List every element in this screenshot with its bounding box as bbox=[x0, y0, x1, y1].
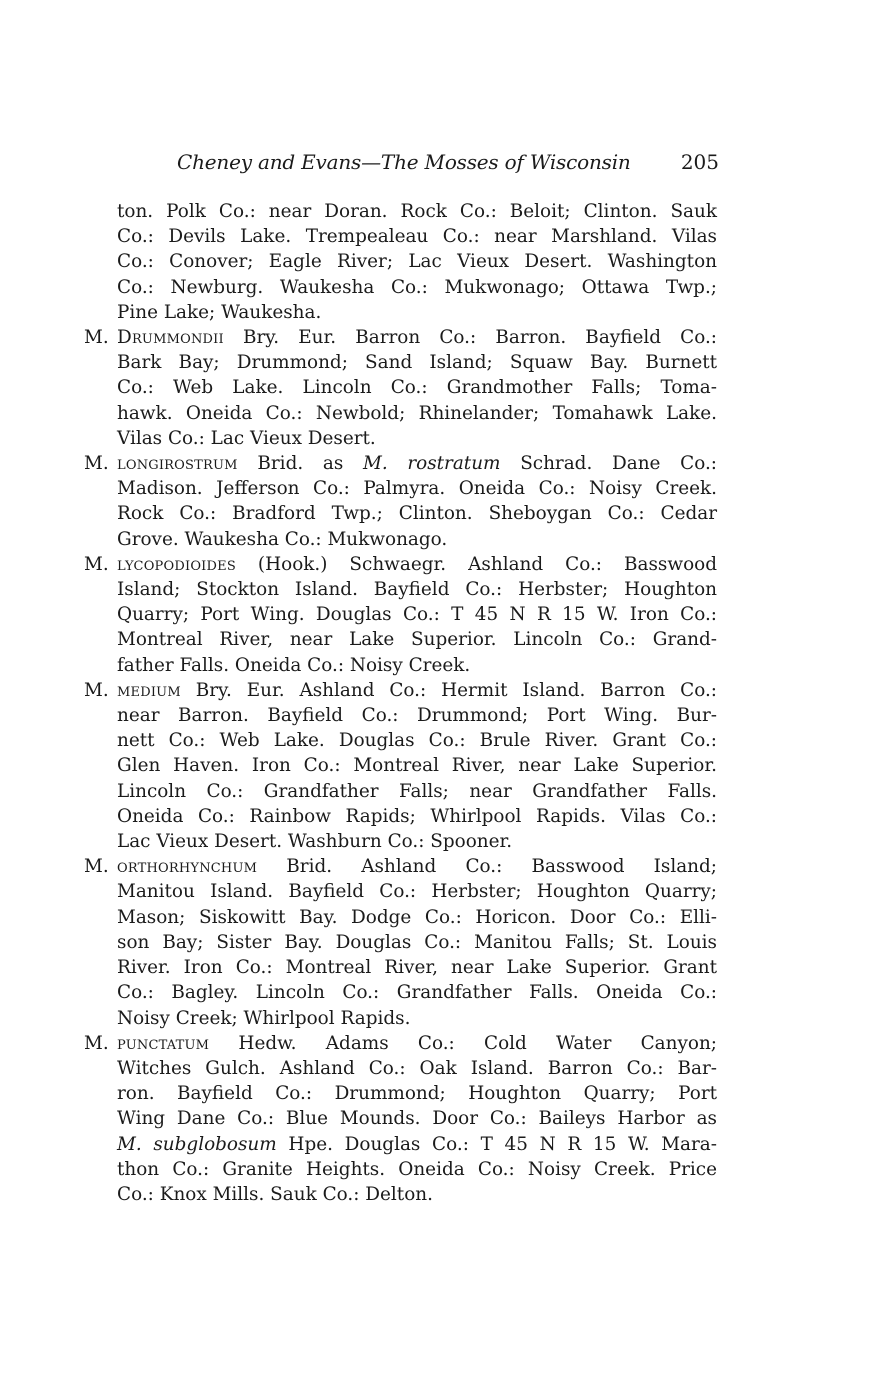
text-line: ron. Bayfield Co.: Drummond; Houghton Quarry; Port bbox=[117, 1083, 717, 1105]
text-line: orthorhynchum Brid. Ashland Co.: Basswood Island; bbox=[117, 856, 717, 878]
genus-abbrev: M. bbox=[84, 453, 109, 475]
species-entry bbox=[84, 552, 717, 678]
species-list bbox=[84, 199, 717, 1207]
species-entry bbox=[84, 451, 717, 552]
text-line: nett Co.: Web Lake. Douglas Co.: Brule River. Grant Co.: bbox=[117, 730, 717, 752]
species-entry bbox=[84, 325, 717, 451]
text-line: Glen Haven. Iron Co.: Montreal River, near Lake Superior. bbox=[117, 755, 717, 777]
text-line: Grove. Waukesha Co.: Mukwonago. bbox=[117, 528, 448, 550]
text-line: near Barron. Bayfield Co.: Drummond; Port Wing. Bur- bbox=[117, 705, 717, 727]
text-line: punctatum Hedw. Adams Co.: Cold Water Canyon; bbox=[117, 1032, 717, 1054]
page-number: 205 bbox=[680, 150, 719, 174]
text-line: River. Iron Co.: Montreal River, near Lake Superior. Grant bbox=[117, 957, 717, 979]
text-line: Manitou Island. Bayfield Co.: Herbster; Houghton Quarry; bbox=[117, 881, 717, 903]
running-header bbox=[177, 147, 719, 177]
text-line: Co.: Conover; Eagle River; Lac Vieux Desert. Washington bbox=[117, 251, 717, 273]
text-line: Island; Stockton Island. Bayfield Co.: Herbster; Houghton bbox=[117, 579, 717, 601]
species-name: Drummondii bbox=[117, 327, 224, 349]
text-line: Rock Co.: Bradford Twp.; Clinton. Sheboygan Co.: Cedar bbox=[117, 503, 717, 525]
species-name: orthorhynchum bbox=[117, 856, 258, 878]
text-line: Noisy Creek; Whirlpool Rapids. bbox=[117, 1007, 411, 1029]
text-line: Bark Bay; Drummond; Sand Island; Squaw Bay. Burnett bbox=[117, 352, 717, 374]
text-line: thon Co.: Granite Heights. Oneida Co.: Noisy Creek. Price bbox=[117, 1158, 717, 1180]
text-line: Madison. Jefferson Co.: Palmyra. Oneida Co.: Noisy Creek. bbox=[117, 478, 717, 500]
genus-abbrev: M. bbox=[84, 1032, 109, 1054]
text-line: Lincoln Co.: Grandfather Falls; near Grandfather Falls. bbox=[117, 780, 717, 802]
text-line: Quarry; Port Wing. Douglas Co.: T 45 N R 15 W. Iron Co.: bbox=[117, 604, 717, 626]
species-entry bbox=[84, 854, 717, 1030]
text-line: hawk. Oneida Co.: Newbold; Rhinelander; Tomahawk Lake. bbox=[117, 402, 717, 424]
species-entry bbox=[84, 678, 717, 854]
text-line: ton. Polk Co.: near Doran. Rock Co.: Beloit; Clinton. Sauk bbox=[117, 201, 717, 222]
genus-abbrev: M. bbox=[84, 856, 109, 878]
text-line: longirostrum Brid. as M. rostratum Schrad. Dane Co.: bbox=[117, 453, 717, 475]
text-line: Co.: Devils Lake. Trempealeau Co.: near Marshland. Vilas bbox=[117, 226, 717, 248]
text-line: Vilas Co.: Lac Vieux Desert. bbox=[117, 427, 376, 449]
genus-abbrev: M. bbox=[84, 679, 109, 701]
text-line: M. subglobosum Hpe. Douglas Co.: T 45 N R 15 W. Mara- bbox=[117, 1133, 717, 1155]
text-line: son Bay; Sister Bay. Douglas Co.: Manitou Falls; St. Louis bbox=[117, 931, 717, 953]
species-entry bbox=[84, 1031, 717, 1207]
text-line: Oneida Co.: Rainbow Rapids; Whirlpool Rapids. Vilas Co.: bbox=[117, 805, 717, 827]
text-line: Co.: Newburg. Waukesha Co.: Mukwonago; Ottawa Twp.; bbox=[117, 276, 717, 298]
species-name: longirostrum bbox=[117, 453, 238, 475]
species-name: lycopodioides bbox=[117, 553, 236, 575]
species-name: punctatum bbox=[117, 1032, 210, 1054]
species-name: medium bbox=[117, 679, 181, 701]
text-line: Co.: Knox Mills. Sauk Co.: Delton. bbox=[117, 1183, 433, 1205]
continuation-paragraph bbox=[84, 199, 717, 325]
text-line: Co.: Web Lake. Lincoln Co.: Grandmother Falls; Toma- bbox=[117, 377, 717, 399]
synonym-name: M. subglobosum bbox=[117, 1133, 277, 1155]
text-line: Montreal River, near Lake Superior. Lincoln Co.: Grand- bbox=[117, 629, 717, 651]
text-line: Mason; Siskowitt Bay. Dodge Co.: Horicon. Door Co.: Elli- bbox=[117, 906, 717, 928]
text-line: medium Bry. Eur. Ashland Co.: Hermit Island. Barron Co.: bbox=[117, 679, 717, 701]
text-line: Drummondii Bry. Eur. Barron Co.: Barron. Bayfield Co.: bbox=[117, 327, 717, 349]
text-line: father Falls. Oneida Co.: Noisy Creek. bbox=[117, 654, 471, 676]
synonym-name: M. rostratum bbox=[362, 453, 501, 475]
text-line: Wing Dane Co.: Blue Mounds. Door Co.: Baileys Harbor as bbox=[117, 1108, 717, 1130]
genus-abbrev: M. bbox=[84, 553, 109, 575]
text-line: Witches Gulch. Ashland Co.: Oak Island. Barron Co.: Bar- bbox=[117, 1057, 717, 1079]
text-line: Co.: Bagley. Lincoln Co.: Grandfather Falls. Oneida Co.: bbox=[117, 982, 717, 1004]
genus-abbrev: M. bbox=[84, 327, 109, 349]
text-line: lycopodioides (Hook.) Schwaegr. Ashland Co.: Basswood bbox=[117, 553, 717, 575]
running-title: Cheney and Evans—The Mosses of Wisconsin bbox=[177, 150, 631, 174]
text-line: Lac Vieux Desert. Washburn Co.: Spooner. bbox=[117, 831, 513, 853]
text-line: Pine Lake; Waukesha. bbox=[117, 301, 322, 323]
